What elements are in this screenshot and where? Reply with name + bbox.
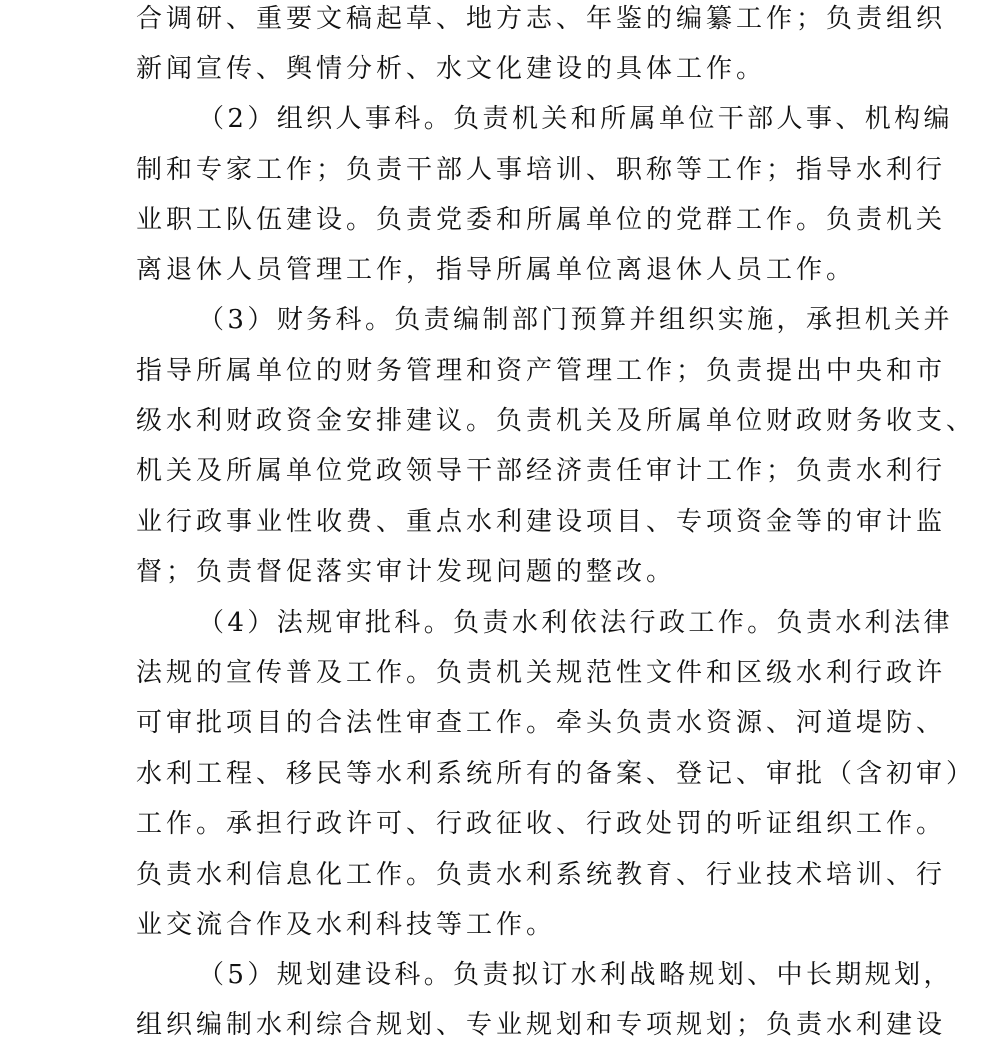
section-3-heading-line: （3）财务科。负责编制部门预算并组织实施，承担机关并 (198, 305, 953, 335)
paragraph-line: 业行政事业性收费、重点水利建设项目、专项资金等的审计监 (136, 507, 947, 537)
paragraph-line: 机关及所属单位党政领导干部经济责任审计工作；负责水利行 (136, 456, 947, 486)
paragraph-line: 负责水利信息化工作。负责水利系统教育、行业技术培训、行 (136, 860, 947, 890)
paragraph-line: 水利工程、移民等水利系统所有的备案、登记、审批（含初审） (136, 759, 977, 789)
paragraph-line: 离退休人员管理工作，指导所属单位离退休人员工作。 (136, 255, 857, 285)
section-4-heading-line: （4）法规审批科。负责水利依法行政工作。负责水利法律 (198, 608, 953, 638)
paragraph-line: 指导所属单位的财务管理和资产管理工作；负责提出中央和市 (136, 356, 947, 386)
section-5-heading-line: （5）规划建设科。负责拟订水利战略规划、中长期规划， (198, 960, 953, 990)
paragraph-line: 合调研、重要文稿起草、地方志、年鉴的编纂工作；负责组织 (136, 4, 947, 34)
paragraph-line: 级水利财政资金安排建议。负责机关及所属单位财政财务收支、 (136, 406, 977, 436)
paragraph-line: 工作。承担行政许可、行政征收、行政处罚的听证组织工作。 (136, 809, 947, 839)
paragraph-line: 组织编制水利综合规划、专业规划和专项规划；负责水利建设 (136, 1010, 947, 1040)
paragraph-line: 业职工队伍建设。负责党委和所属单位的党群工作。负责机关 (136, 205, 947, 235)
paragraph-line: 制和专家工作；负责干部人事培训、职称等工作；指导水利行 (136, 155, 947, 185)
paragraph-line: 督；负责督促落实审计发现问题的整改。 (136, 557, 677, 587)
paragraph-line: 业交流合作及水利科技等工作。 (136, 910, 557, 940)
paragraph-line: 新闻宣传、舆情分析、水文化建设的具体工作。 (136, 54, 767, 84)
section-2-heading-line: （2）组织人事科。负责机关和所属单位干部人事、机构编 (198, 104, 953, 134)
paragraph-line: 法规的宣传普及工作。负责机关规范性文件和区级水利行政许 (136, 658, 947, 688)
paragraph-line: 可审批项目的合法性审查工作。牵头负责水资源、河道堤防、 (136, 708, 947, 738)
